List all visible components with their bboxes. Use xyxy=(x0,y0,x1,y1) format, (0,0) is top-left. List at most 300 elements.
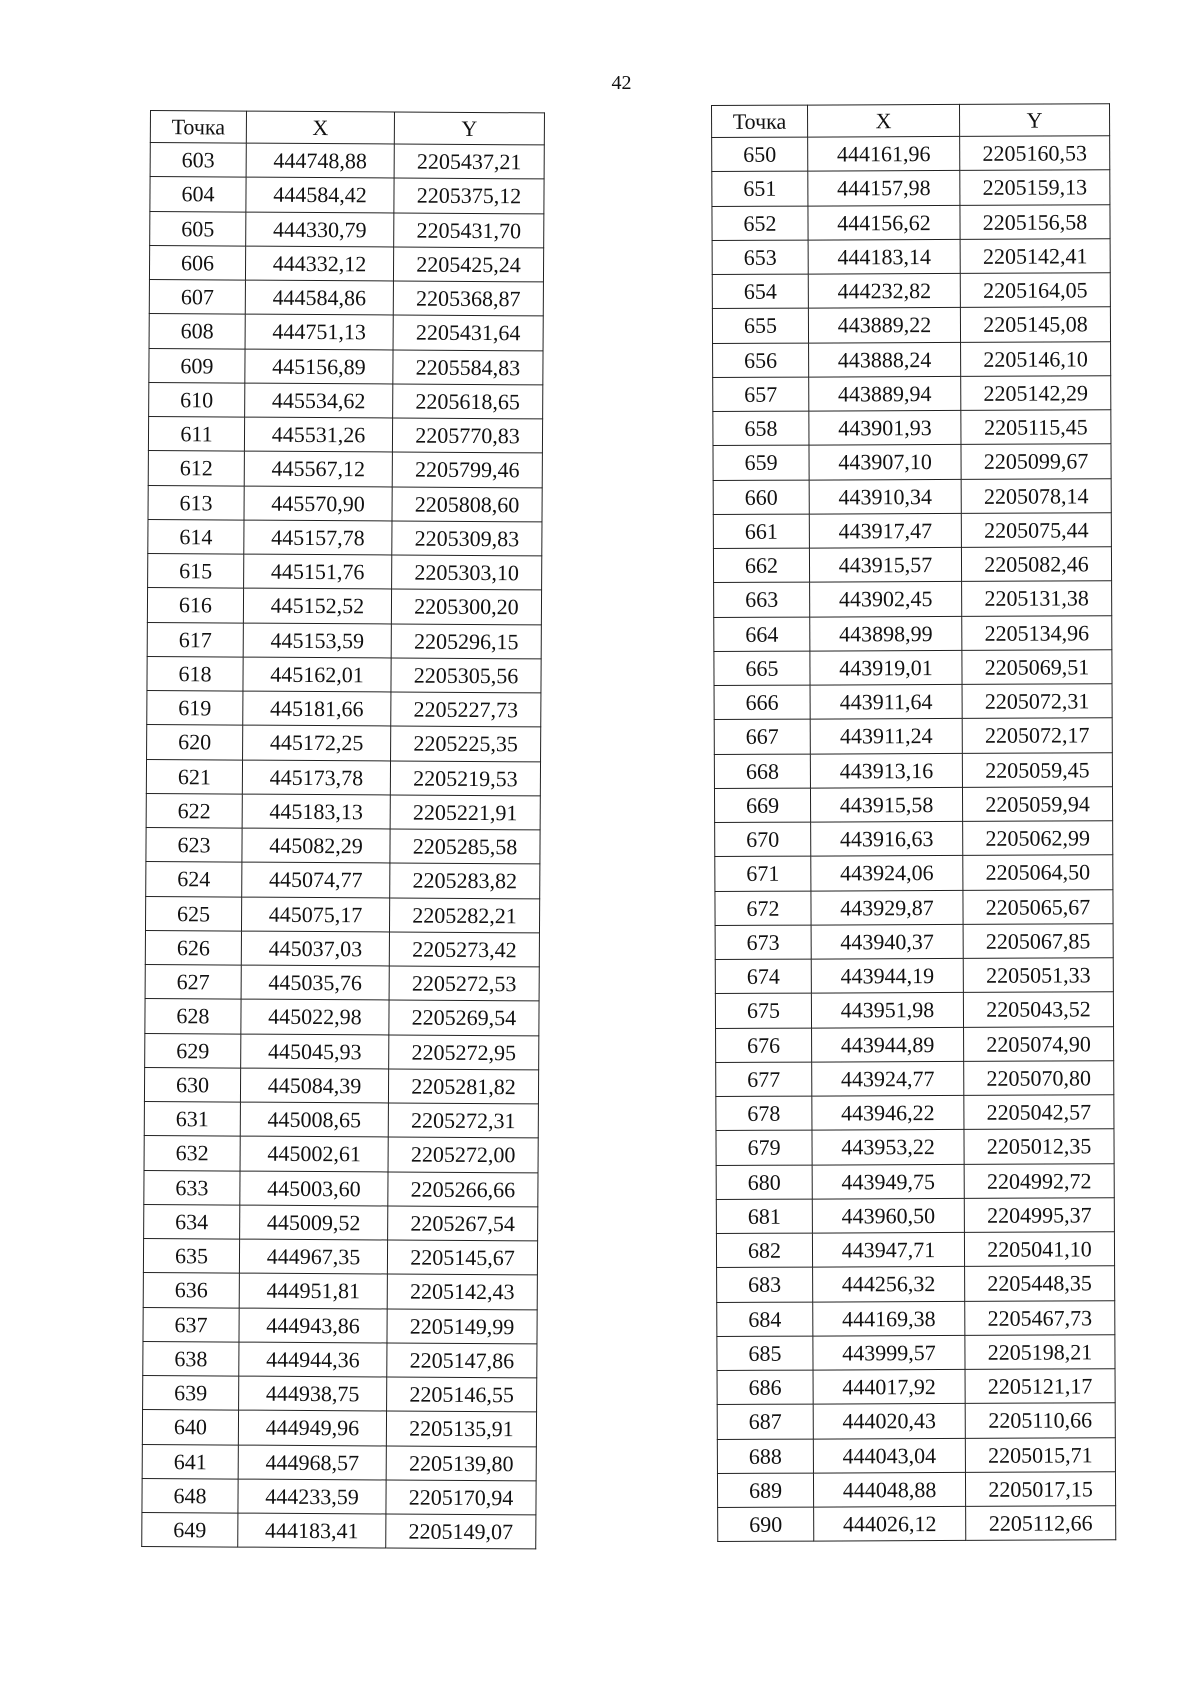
x-cell: 443901,93 xyxy=(809,410,961,445)
x-cell: 445156,89 xyxy=(245,349,393,384)
point-cell: 634 xyxy=(144,1204,240,1239)
y-cell: 2205051,33 xyxy=(963,958,1113,993)
y-cell: 2205770,83 xyxy=(392,418,542,453)
point-cell: 640 xyxy=(142,1410,238,1445)
x-cell: 445531,26 xyxy=(244,417,392,452)
point-cell: 674 xyxy=(715,959,811,994)
point-cell: 656 xyxy=(713,343,809,378)
table-row xyxy=(714,752,1112,788)
x-cell: 444967,35 xyxy=(239,1239,387,1274)
point-cell: 683 xyxy=(717,1267,813,1302)
table-row xyxy=(715,992,1113,1028)
x-cell: 444183,14 xyxy=(808,239,960,274)
y-cell: 2205043,52 xyxy=(963,992,1113,1027)
table-row xyxy=(714,684,1112,720)
y-cell: 2205072,17 xyxy=(962,718,1112,753)
table-row xyxy=(717,1369,1115,1405)
point-cell: 689 xyxy=(717,1473,813,1508)
y-cell: 2205300,20 xyxy=(391,589,541,624)
x-cell: 444949,96 xyxy=(238,1410,386,1445)
x-cell: 443898,99 xyxy=(810,616,962,651)
y-cell: 2205437,21 xyxy=(394,144,544,179)
y-cell: 2205425,24 xyxy=(393,247,543,282)
table-row xyxy=(149,279,543,316)
y-cell: 2205075,44 xyxy=(961,513,1111,548)
point-cell: 661 xyxy=(713,514,809,549)
point-cell: 616 xyxy=(147,588,243,623)
table-row xyxy=(716,1026,1114,1062)
table-row xyxy=(713,341,1111,377)
y-cell: 2205059,94 xyxy=(962,787,1112,822)
table-row xyxy=(144,1136,538,1173)
table-row xyxy=(712,239,1110,275)
y-cell: 2205272,53 xyxy=(389,966,539,1001)
table-row xyxy=(147,690,541,727)
point-cell: 680 xyxy=(716,1165,812,1200)
point-cell: 628 xyxy=(145,999,241,1034)
point-cell: 682 xyxy=(716,1233,812,1268)
point-cell: 637 xyxy=(143,1307,239,1342)
y-cell: 2205069,51 xyxy=(962,650,1112,685)
point-cell: 604 xyxy=(150,177,246,212)
x-cell: 444017,92 xyxy=(813,1369,965,1404)
y-cell: 2205431,70 xyxy=(394,212,544,247)
table-row xyxy=(146,827,540,864)
x-cell: 443946,22 xyxy=(812,1095,964,1130)
header-x: X xyxy=(808,104,960,137)
table-row xyxy=(147,588,541,625)
point-cell: 627 xyxy=(145,964,241,999)
x-cell: 445183,13 xyxy=(242,794,390,829)
x-cell: 445082,29 xyxy=(242,828,390,863)
x-cell: 445074,77 xyxy=(242,862,390,897)
x-cell: 443915,58 xyxy=(810,787,962,822)
point-cell: 619 xyxy=(147,690,243,725)
table-row xyxy=(713,376,1111,412)
x-cell: 445153,59 xyxy=(243,623,391,658)
point-cell: 663 xyxy=(714,582,810,617)
x-cell: 445181,66 xyxy=(243,691,391,726)
x-cell: 444584,42 xyxy=(246,177,394,212)
point-cell: 675 xyxy=(715,993,811,1028)
y-cell: 2205309,83 xyxy=(392,521,542,556)
y-cell: 2205156,58 xyxy=(960,204,1110,239)
y-cell: 2205070,80 xyxy=(964,1061,1114,1096)
y-cell: 2205225,35 xyxy=(391,726,541,761)
y-cell: 2205198,21 xyxy=(965,1334,1115,1369)
y-cell: 2205012,35 xyxy=(964,1129,1114,1164)
point-cell: 660 xyxy=(713,480,809,515)
point-cell: 659 xyxy=(713,445,809,480)
y-cell: 2205221,91 xyxy=(390,795,540,830)
point-cell: 649 xyxy=(142,1512,238,1547)
y-cell: 2205015,71 xyxy=(965,1437,1115,1472)
point-cell: 679 xyxy=(716,1130,812,1165)
coordinates-table-right xyxy=(711,103,1116,1542)
y-cell: 2205584,83 xyxy=(393,349,543,384)
x-cell: 443919,01 xyxy=(810,650,962,685)
x-cell: 444183,41 xyxy=(238,1513,386,1548)
y-cell: 2205131,38 xyxy=(962,581,1112,616)
x-cell: 445022,98 xyxy=(241,999,389,1034)
x-cell: 443960,50 xyxy=(812,1198,964,1233)
x-cell: 443929,87 xyxy=(811,890,963,925)
y-cell: 2205142,41 xyxy=(960,239,1110,274)
x-cell: 444332,12 xyxy=(245,246,393,281)
x-cell: 445009,52 xyxy=(240,1205,388,1240)
x-cell: 445045,93 xyxy=(241,1034,389,1069)
table-row xyxy=(716,1232,1114,1268)
x-cell: 444943,86 xyxy=(239,1308,387,1343)
y-cell: 2205115,45 xyxy=(961,410,1111,445)
point-cell: 613 xyxy=(148,485,244,520)
table-row xyxy=(143,1238,537,1275)
y-cell: 2205283,82 xyxy=(390,863,540,898)
y-cell: 2205042,57 xyxy=(964,1095,1114,1130)
y-cell: 2205227,73 xyxy=(391,692,541,727)
x-cell: 444157,98 xyxy=(808,171,960,206)
x-cell: 445157,78 xyxy=(244,520,392,555)
y-cell: 2205142,29 xyxy=(961,376,1111,411)
x-cell: 443953,22 xyxy=(812,1130,964,1165)
table-row xyxy=(715,958,1113,994)
x-cell: 444169,38 xyxy=(813,1301,965,1336)
y-cell: 2205064,50 xyxy=(963,855,1113,890)
table-row xyxy=(144,1101,538,1138)
header-x: X xyxy=(246,111,394,144)
point-cell: 653 xyxy=(712,240,808,275)
point-cell: 654 xyxy=(712,274,808,309)
table-row xyxy=(714,650,1112,686)
x-cell: 445084,39 xyxy=(240,1068,388,1103)
x-cell: 444256,32 xyxy=(813,1267,965,1302)
x-cell: 445162,01 xyxy=(243,657,391,692)
table-header-row xyxy=(712,104,1110,138)
point-cell: 668 xyxy=(714,754,810,789)
table-row xyxy=(712,136,1110,172)
table-row xyxy=(148,485,542,522)
point-cell: 648 xyxy=(142,1478,238,1513)
table-row xyxy=(147,622,541,659)
x-cell: 443947,71 xyxy=(812,1232,964,1267)
table-row xyxy=(716,1129,1114,1165)
table-row xyxy=(713,478,1111,514)
y-cell: 2205134,96 xyxy=(962,615,1112,650)
table-row xyxy=(150,143,544,180)
x-cell: 444584,86 xyxy=(245,280,393,315)
table-row xyxy=(143,1341,537,1378)
point-cell: 671 xyxy=(715,856,811,891)
x-cell: 444161,96 xyxy=(808,136,960,171)
table-row xyxy=(142,1444,536,1481)
x-cell: 445037,03 xyxy=(241,931,389,966)
x-cell: 444944,36 xyxy=(239,1342,387,1377)
y-cell: 2205431,64 xyxy=(393,315,543,350)
header-point: Точка xyxy=(712,105,808,137)
y-cell: 2205272,00 xyxy=(388,1137,538,1172)
y-cell: 2205799,46 xyxy=(392,452,542,487)
x-cell: 444020,43 xyxy=(813,1404,965,1439)
x-cell: 443924,77 xyxy=(812,1061,964,1096)
x-cell: 444233,59 xyxy=(238,1479,386,1514)
table-row xyxy=(146,759,540,796)
x-cell: 445570,90 xyxy=(244,486,392,521)
table-row xyxy=(142,1410,536,1447)
point-cell: 673 xyxy=(715,925,811,960)
point-cell: 685 xyxy=(717,1336,813,1371)
table-row xyxy=(715,924,1113,960)
point-cell: 614 xyxy=(148,519,244,554)
y-cell: 2205112,66 xyxy=(966,1506,1116,1541)
table-row xyxy=(714,615,1112,651)
point-cell: 620 xyxy=(147,725,243,760)
point-cell: 632 xyxy=(144,1136,240,1171)
table-row xyxy=(715,889,1113,925)
x-cell: 445151,76 xyxy=(244,554,392,589)
table-row xyxy=(142,1478,536,1515)
x-cell: 443911,64 xyxy=(810,684,962,719)
x-cell: 444048,88 xyxy=(813,1472,965,1507)
table-row xyxy=(148,553,542,590)
y-cell: 2205147,86 xyxy=(387,1343,537,1378)
point-cell: 666 xyxy=(714,685,810,720)
y-cell: 2205285,58 xyxy=(390,829,540,864)
table-row xyxy=(143,1307,537,1344)
x-cell: 445152,52 xyxy=(243,588,391,623)
table-row xyxy=(145,896,539,933)
x-cell: 443951,98 xyxy=(811,993,963,1028)
point-cell: 631 xyxy=(144,1101,240,1136)
point-cell: 612 xyxy=(148,451,244,486)
table-row xyxy=(145,930,539,967)
point-cell: 687 xyxy=(717,1404,813,1439)
x-cell: 444751,13 xyxy=(245,314,393,349)
x-cell: 445075,17 xyxy=(241,897,389,932)
point-cell: 664 xyxy=(714,617,810,652)
point-cell: 658 xyxy=(713,411,809,446)
table-row xyxy=(148,451,542,488)
x-cell: 445172,25 xyxy=(243,725,391,760)
point-cell: 690 xyxy=(718,1507,814,1542)
table-row xyxy=(716,1198,1114,1234)
y-cell: 2205145,08 xyxy=(960,307,1110,342)
point-cell: 670 xyxy=(715,822,811,857)
y-cell: 2205149,99 xyxy=(387,1308,537,1343)
point-cell: 610 xyxy=(149,382,245,417)
point-cell: 606 xyxy=(149,245,245,280)
x-cell: 445567,12 xyxy=(244,451,392,486)
point-cell: 688 xyxy=(717,1439,813,1474)
table-row xyxy=(148,416,542,453)
table-row xyxy=(714,787,1112,823)
table-row xyxy=(712,307,1110,343)
y-cell: 2205149,07 xyxy=(386,1514,536,1549)
point-cell: 667 xyxy=(714,719,810,754)
point-cell: 638 xyxy=(143,1341,239,1376)
table-row xyxy=(143,1375,537,1412)
x-cell: 444951,81 xyxy=(239,1273,387,1308)
table-row xyxy=(717,1266,1115,1302)
x-cell: 443944,19 xyxy=(811,958,963,993)
table-row xyxy=(713,410,1111,446)
header-point: Точка xyxy=(150,111,246,144)
point-cell: 641 xyxy=(142,1444,238,1479)
point-cell: 655 xyxy=(712,308,808,343)
table-row xyxy=(712,170,1110,206)
table-row xyxy=(150,211,544,248)
y-cell: 2205146,10 xyxy=(961,341,1111,376)
x-cell: 443917,47 xyxy=(809,513,961,548)
x-cell: 443889,94 xyxy=(809,376,961,411)
point-cell: 629 xyxy=(145,1033,241,1068)
x-cell: 445173,78 xyxy=(242,760,390,795)
table-row xyxy=(713,513,1111,549)
y-cell: 2205272,95 xyxy=(389,1034,539,1069)
x-cell: 445008,65 xyxy=(240,1102,388,1137)
point-cell: 635 xyxy=(143,1238,239,1273)
y-cell: 2205281,82 xyxy=(388,1069,538,1104)
y-cell: 2205467,73 xyxy=(965,1300,1115,1335)
table-row xyxy=(144,1170,538,1207)
y-cell: 2205266,66 xyxy=(388,1171,538,1206)
point-cell: 678 xyxy=(716,1096,812,1131)
table-row xyxy=(716,1163,1114,1199)
x-cell: 443902,45 xyxy=(810,582,962,617)
x-cell: 443889,22 xyxy=(808,308,960,343)
y-cell: 2205099,67 xyxy=(961,444,1111,479)
point-cell: 603 xyxy=(150,143,246,178)
y-cell: 2205375,12 xyxy=(394,178,544,213)
table-row xyxy=(717,1334,1115,1370)
y-cell: 2205808,60 xyxy=(392,486,542,521)
y-cell: 2205267,54 xyxy=(388,1206,538,1241)
table-header-row xyxy=(150,111,544,145)
y-cell: 2205219,53 xyxy=(390,760,540,795)
table-row xyxy=(714,581,1112,617)
table-row xyxy=(717,1403,1115,1439)
y-cell: 2205282,21 xyxy=(389,897,539,932)
table-row xyxy=(712,204,1110,240)
table-row xyxy=(144,1067,538,1104)
x-cell: 443949,75 xyxy=(812,1164,964,1199)
x-cell: 443924,06 xyxy=(811,856,963,891)
x-cell: 444938,75 xyxy=(239,1376,387,1411)
table-row xyxy=(712,273,1110,309)
point-cell: 625 xyxy=(145,896,241,931)
point-cell: 672 xyxy=(715,891,811,926)
point-cell: 684 xyxy=(717,1302,813,1337)
point-cell: 636 xyxy=(143,1273,239,1308)
x-cell: 445003,60 xyxy=(240,1171,388,1206)
header-y: Y xyxy=(959,104,1109,137)
table-row xyxy=(147,725,541,762)
point-cell: 686 xyxy=(717,1370,813,1405)
point-cell: 681 xyxy=(716,1199,812,1234)
y-cell: 2205159,13 xyxy=(960,170,1110,205)
table-row xyxy=(147,656,541,693)
x-cell: 444232,82 xyxy=(808,273,960,308)
table-row xyxy=(146,793,540,830)
x-cell: 443999,57 xyxy=(813,1335,965,1370)
x-cell: 443888,24 xyxy=(809,342,961,377)
table-row xyxy=(714,718,1112,754)
header-y: Y xyxy=(394,112,544,145)
point-cell: 676 xyxy=(716,1028,812,1063)
y-cell: 2205170,94 xyxy=(386,1480,536,1515)
y-cell: 2205269,54 xyxy=(389,1000,539,1035)
table-row xyxy=(145,964,539,1001)
y-cell: 2205062,99 xyxy=(963,821,1113,856)
y-cell: 2204995,37 xyxy=(964,1198,1114,1233)
x-cell: 443907,10 xyxy=(809,445,961,480)
table-row xyxy=(715,855,1113,891)
point-cell: 651 xyxy=(712,171,808,206)
y-cell: 2205160,53 xyxy=(960,136,1110,171)
table-row xyxy=(149,348,543,385)
x-cell: 445002,61 xyxy=(240,1136,388,1171)
y-cell: 2204992,72 xyxy=(964,1163,1114,1198)
point-cell: 677 xyxy=(716,1062,812,1097)
y-cell: 2205303,10 xyxy=(392,555,542,590)
table-row xyxy=(144,1204,538,1241)
x-cell: 445534,62 xyxy=(245,383,393,418)
point-cell: 605 xyxy=(150,211,246,246)
x-cell: 444043,04 xyxy=(813,1438,965,1473)
table-row xyxy=(150,177,544,214)
y-cell: 2205017,15 xyxy=(965,1471,1115,1506)
table-row xyxy=(145,999,539,1036)
x-cell: 444748,88 xyxy=(246,143,394,178)
y-cell: 2205145,67 xyxy=(387,1240,537,1275)
point-cell: 626 xyxy=(145,930,241,965)
y-cell: 2205074,90 xyxy=(964,1026,1114,1061)
x-cell: 444156,62 xyxy=(808,205,960,240)
table-row xyxy=(149,245,543,282)
x-cell: 443913,16 xyxy=(810,753,962,788)
y-cell: 2205272,31 xyxy=(388,1103,538,1138)
point-cell: 669 xyxy=(714,788,810,823)
point-cell: 617 xyxy=(147,622,243,657)
table-row xyxy=(715,821,1113,857)
y-cell: 2205448,35 xyxy=(965,1266,1115,1301)
table-body-left xyxy=(142,143,545,1550)
y-cell: 2205135,91 xyxy=(386,1411,536,1446)
x-cell: 443916,63 xyxy=(811,821,963,856)
point-cell: 621 xyxy=(146,759,242,794)
point-cell: 618 xyxy=(147,656,243,691)
point-cell: 657 xyxy=(713,377,809,412)
x-cell: 443940,37 xyxy=(811,924,963,959)
table-body-right xyxy=(712,136,1116,1542)
y-cell: 2205164,05 xyxy=(960,273,1110,308)
page-number: 42 xyxy=(611,72,632,94)
y-cell: 2205296,15 xyxy=(391,623,541,658)
point-cell: 652 xyxy=(712,206,808,241)
x-cell: 443911,24 xyxy=(810,719,962,754)
point-cell: 622 xyxy=(146,793,242,828)
point-cell: 611 xyxy=(148,416,244,451)
table-row xyxy=(148,519,542,556)
x-cell: 444968,57 xyxy=(238,1445,386,1480)
x-cell: 443910,34 xyxy=(809,479,961,514)
point-cell: 615 xyxy=(148,553,244,588)
y-cell: 2205121,17 xyxy=(965,1369,1115,1404)
table-row xyxy=(716,1095,1114,1131)
table-row xyxy=(717,1300,1115,1336)
table-row xyxy=(149,314,543,351)
y-cell: 2205110,66 xyxy=(965,1403,1115,1438)
y-cell: 2205072,31 xyxy=(962,684,1112,719)
